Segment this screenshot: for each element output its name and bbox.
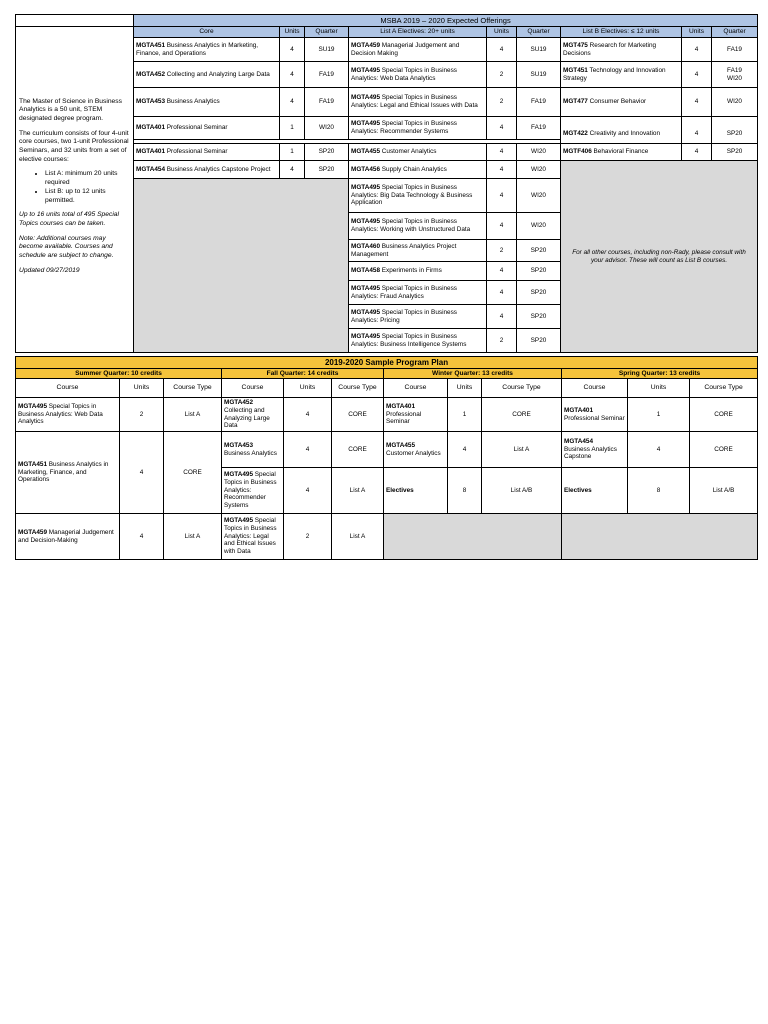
plan-course: MGTA452 Collecting and Analyzing Large Data bbox=[222, 398, 284, 432]
list-a-course: MGTA495 Special Topics in Business Analytics: Big Data Technology & Business Application bbox=[349, 179, 487, 213]
spring-empty-cell bbox=[562, 514, 758, 560]
expected-offerings-table bbox=[15, 14, 758, 353]
table-row: MGTA452 Collecting and Analyzing Large Data 4 FA19 MGTA495 Special Topics in Business Analytics: Web Data Analytics 2 SU19 MGT451 Technology and Innovation Strategy 4 FA19 WI20 bbox=[16, 62, 758, 88]
list-a-course: MGTA495 Special Topics in Business Analytics: Recommender Systems bbox=[349, 117, 487, 140]
header-list-b: List B Electives: ≤ 12 units bbox=[561, 27, 682, 38]
header-core: Core bbox=[134, 27, 280, 38]
list-b-course: MGT451 Technology and Innovation Strategy bbox=[561, 62, 682, 88]
header-quarter: Quarter bbox=[305, 27, 349, 38]
list-a-course: MGTA495 Special Topics in Business Analytics: Legal and Ethical Issues with Data bbox=[349, 88, 487, 117]
winter-empty-cell bbox=[384, 514, 562, 560]
list-a-course: MGTA495 Special Topics in Business Analytics: Pricing bbox=[349, 305, 487, 329]
header-units: Units bbox=[682, 27, 712, 38]
winter-quarter-header: Winter Quarter: 13 credits bbox=[384, 369, 562, 379]
col-units: Units bbox=[120, 379, 164, 398]
plan-electives: Electives bbox=[384, 468, 448, 514]
list-a-course: MGTA456 Supply Chain Analytics bbox=[349, 161, 487, 179]
list-a-course: MGTA495 Special Topics in Business Analytics: Business Intelligence Systems bbox=[349, 329, 487, 353]
core-course: MGTA452 Collecting and Analyzing Large Data bbox=[134, 62, 280, 88]
fall-quarter-header: Fall Quarter: 14 credits bbox=[222, 369, 384, 379]
header-units: Units bbox=[280, 27, 305, 38]
table-row: MGTA451 Business Analytics in Marketing, Finance, and Operations 4 SU19 MGTA459 Managerial Judgement and Decision Making 4 SU19 MGT475 Research for Marketing Decisions 4 FA19 bbox=[16, 38, 758, 62]
list-a-course: MGTA459 Managerial Judgement and Decision Making bbox=[349, 38, 487, 62]
list-a-course: MGTA495 Special Topics in Business Analytics: Web Data Analytics bbox=[349, 62, 487, 88]
table-row: MGTA454 Business Analytics Capstone Project 4 SP20 MGTA456 Supply Chain Analytics 4 WI20 For all other courses, including non-Rady, please consult with your advisor. These will count as List B courses. bbox=[16, 161, 758, 179]
plan-title: 2019-2020 Sample Program Plan bbox=[16, 357, 758, 369]
list-a-course: MGTA495 Special Topics in Business Analytics: Fraud Analytics bbox=[349, 281, 487, 305]
list-b-course: MGT475 Research for Marketing Decisions bbox=[561, 38, 682, 62]
core-course: MGTA451 Business Analytics in Marketing, Finance, and Operations bbox=[134, 38, 280, 62]
list-b-course: MGTF406 Behavioral Finance bbox=[561, 144, 682, 161]
core-course: MGTA401 Professional Seminar bbox=[134, 117, 280, 140]
table-row: MGTA458 Experiments in Firms 4 SP20 bbox=[16, 262, 758, 281]
header-list-a: List A Electives: 20+ units bbox=[349, 27, 487, 38]
plan-course: MGTA454 Business Analytics Capstone bbox=[562, 432, 628, 468]
col-course: Course bbox=[222, 379, 284, 398]
plan-electives: Electives bbox=[562, 468, 628, 514]
program-description: The Master of Science in Business Analytics is a 50 unit, STEM designated degree program. The curriculum consists of four 4-unit core courses, two 1-unit Professional Seminars, and 32 units from a set of elective courses: • List A: minimum 20 units required • List B: up to 12 units permitted. Up to 16 units total of 495 Special Topics courses can be taken. Note: Additional courses may become available. Courses and schedule are subject to change. Updated 09/27/2019 bbox=[16, 27, 134, 353]
plan-course: MGTA495 Special Topics in Business Analytics: Recommender Systems bbox=[222, 468, 284, 514]
col-course-type: Course Type bbox=[482, 379, 562, 398]
table-row: MGTA495 Special Topics in Business Analytics: Big Data Technology & Business Application 4 WI20 bbox=[16, 179, 758, 213]
core-empty-area bbox=[134, 179, 349, 353]
col-course-type: Course Type bbox=[164, 379, 222, 398]
table-row: MGTA451 Business Analytics in Marketing, Finance, and Operations 4 CORE MGTA453 Business Analytics 4 CORE MGTA455 Customer Analytics 4 List A MGTA454 Business Analytics Capstone 4 CORE bbox=[16, 432, 758, 468]
header-units: Units bbox=[487, 27, 517, 38]
col-units: Units bbox=[628, 379, 690, 398]
header-quarter: Quarter bbox=[712, 27, 758, 38]
list-a-requirement: • List A: minimum 20 units required bbox=[45, 170, 130, 187]
core-course: MGTA453 Business Analytics bbox=[134, 88, 280, 117]
list-a-course: MGTA458 Experiments in Firms bbox=[349, 262, 487, 281]
table-row: MGTA495 Special Topics in Business Analytics: Recommender Systems 4 List A Electives 8 List A/B Electives 8 List A/B bbox=[16, 468, 758, 514]
list-b-course: MGT477 Consumer Behavior bbox=[561, 88, 682, 117]
list-b-requirement: • List B: up to 12 units permitted. bbox=[45, 188, 130, 205]
table-row: MGTA401 Professional Seminar 1 SP20 MGTA455 Customer Analytics 4 WI20 MGTF406 Behavioral Finance 4 SP20 bbox=[16, 144, 758, 161]
table-row: MGTA459 Managerial Judgement and Decision-Making 4 List A MGTA495 Special Topics in Business Analytics: Legal and Ethical Issues with Data 2 List A bbox=[16, 514, 758, 560]
table-row: MGTA453 Business Analytics 4 FA19 MGTA495 Special Topics in Business Analytics: Legal and Ethical Issues with Data 2 FA19 MGT477 Consumer Behavior 4 WI20 bbox=[16, 88, 758, 117]
table-row: MGTA495 Special Topics in Business Analytics: Business Intelligence Systems 2 SP20 bbox=[16, 329, 758, 353]
col-course: Course bbox=[562, 379, 628, 398]
list-b-course: MGT422 Creativity and Innovation bbox=[561, 117, 682, 144]
table-row: MGTA495 Special Topics in Business Analytics: Fraud Analytics 4 SP20 bbox=[16, 281, 758, 305]
plan-course: MGTA495 Special Topics in Business Analytics: Web Data Analytics bbox=[16, 398, 120, 432]
table-row: MGTA401 Professional Seminar 1 WI20 MGTA495 Special Topics in Business Analytics: Recommender Systems 4 FA19 MGT422 Creativity and Innovation 4 SP20 bbox=[16, 117, 758, 140]
summer-quarter-header: Summer Quarter: 10 credits bbox=[16, 369, 222, 379]
offerings-title: MSBA 2019 – 2020 Expected Offerings bbox=[134, 15, 758, 27]
list-a-course: MGTA460 Business Analytics Project Management bbox=[349, 240, 487, 262]
col-course-type: Course Type bbox=[332, 379, 384, 398]
col-units: Units bbox=[284, 379, 332, 398]
col-course: Course bbox=[16, 379, 120, 398]
list-a-course: MGTA455 Customer Analytics bbox=[349, 144, 487, 161]
table-row: MGTA495 Special Topics in Business Analytics: Pricing 4 SP20 bbox=[16, 305, 758, 329]
table-row: MGTA495 Special Topics in Business Analytics: Working with Unstructured Data 4 WI20 bbox=[16, 213, 758, 240]
plan-course: MGTA495 Special Topics in Business Analytics: Legal and Ethical Issues with Data bbox=[222, 514, 284, 560]
plan-course: MGTA451 Business Analytics in Marketing, Finance, and Operations bbox=[16, 432, 120, 514]
list-a-course: MGTA495 Special Topics in Business Analytics: Working with Unstructured Data bbox=[349, 213, 487, 240]
plan-course: MGTA401 Professional Seminar bbox=[562, 398, 628, 432]
plan-course: MGTA453 Business Analytics bbox=[222, 432, 284, 468]
col-course: Course bbox=[384, 379, 448, 398]
updated-date: Updated 09/27/2019 bbox=[19, 266, 80, 274]
col-units: Units bbox=[448, 379, 482, 398]
plan-course: MGTA459 Managerial Judgement and Decision-Making bbox=[16, 514, 120, 560]
plan-course: MGTA455 Customer Analytics bbox=[384, 432, 448, 468]
table-row: MGTA495 Special Topics in Business Analytics: Web Data Analytics 2 List A MGTA452 Collecting and Analyzing Large Data 4 CORE MGTA401 Professional Seminar 1 CORE MGTA401 Professional Seminar 1 CORE bbox=[16, 398, 758, 432]
table-row: MGTA460 Business Analytics Project Management 2 SP20 bbox=[16, 240, 758, 262]
spring-quarter-header: Spring Quarter: 13 credits bbox=[562, 369, 758, 379]
plan-course: MGTA401 Professional Seminar bbox=[384, 398, 448, 432]
core-course: MGTA454 Business Analytics Capstone Project bbox=[134, 161, 280, 179]
other-courses-note: For all other courses, including non-Rady, please consult with your advisor. These will count as List B courses. bbox=[561, 161, 758, 353]
col-course-type: Course Type bbox=[690, 379, 758, 398]
header-quarter: Quarter bbox=[517, 27, 561, 38]
core-course: MGTA401 Professional Seminar bbox=[134, 144, 280, 161]
sample-program-plan-table bbox=[15, 356, 758, 560]
